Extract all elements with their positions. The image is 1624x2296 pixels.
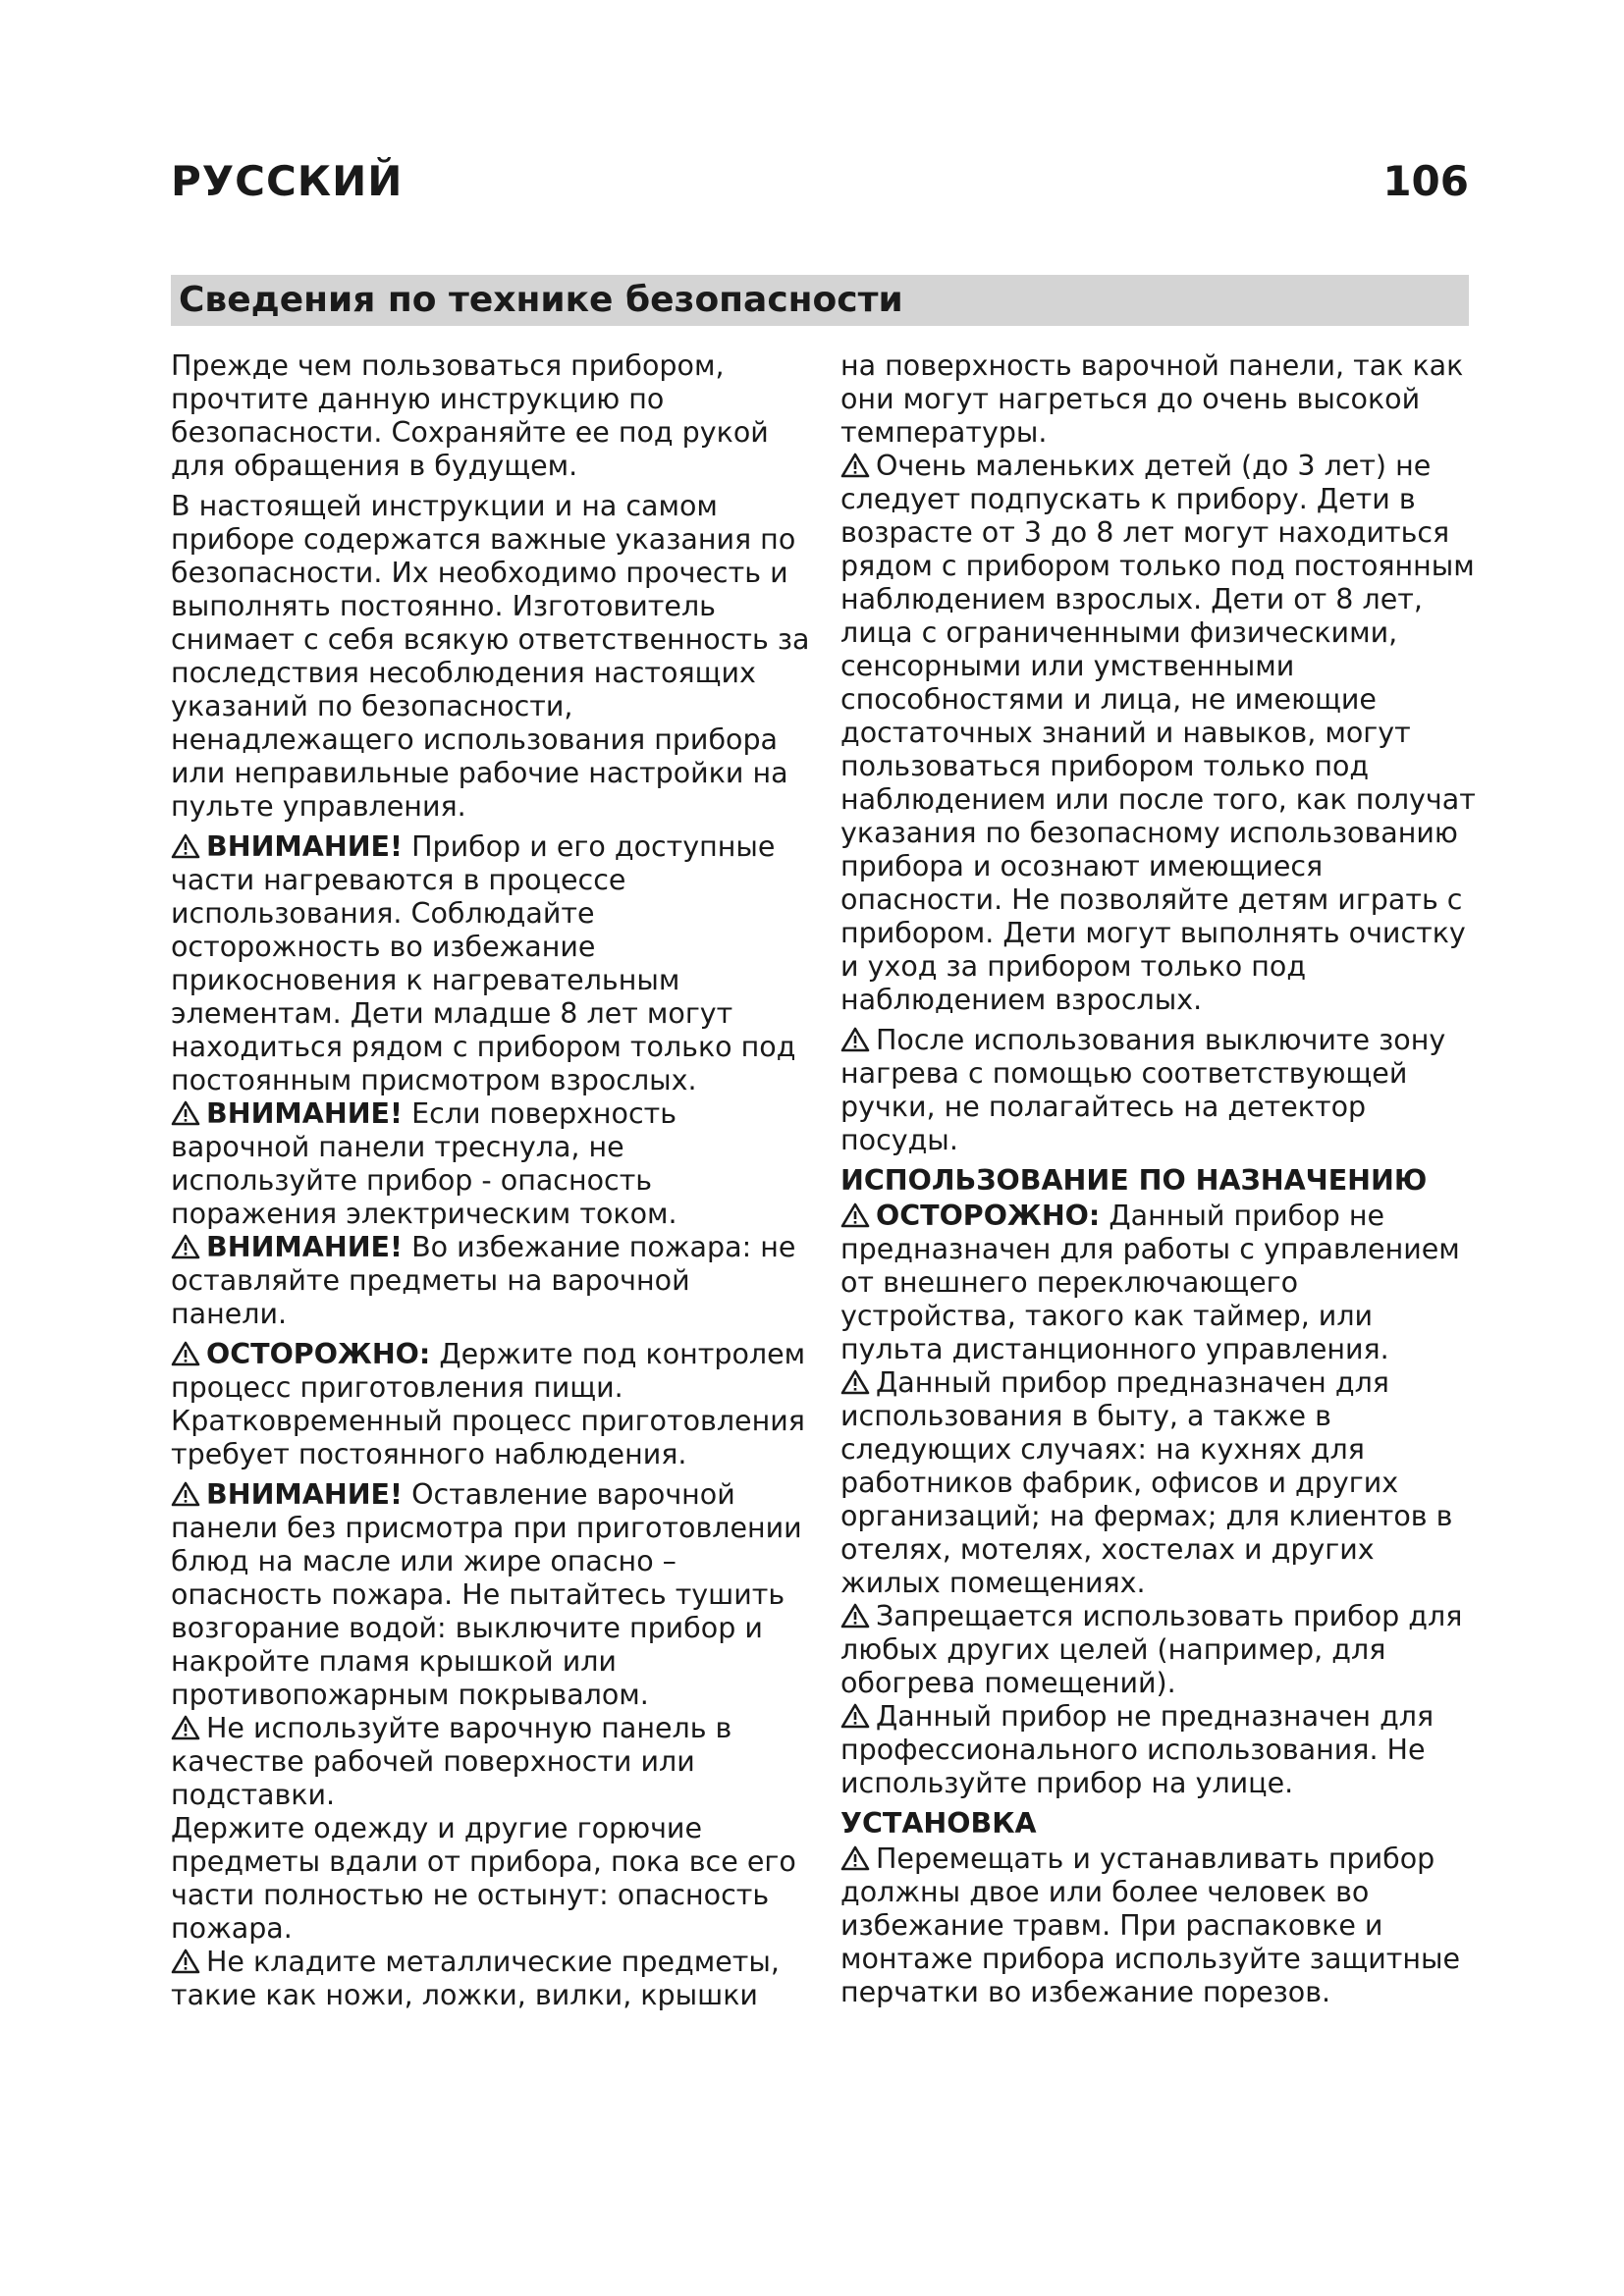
intended-use-heading: ИСПОЛЬЗОВАНИЕ ПО НАЗНАЧЕНИЮ (840, 1164, 1428, 1197)
warning-triangle-icon (171, 1715, 200, 1740)
caution-text: Данный прибор не предназначен для работы с управлением от внешнего переключающего устройства, такого как таймер, или пульта дистанционного управления. (840, 1200, 1460, 1365)
warning-hot-parts (171, 830, 811, 1097)
warning-text: Перемещать и устанавливать прибор должны двое или более человек во избежание травм. При распаковке и монтаже прибора используйте защитные перчатки во избежание порезов. (840, 1842, 1461, 2008)
warning-text: Не используйте варочную панель в качестве рабочей поверхности или подставки. (171, 1712, 732, 1811)
warning-children (840, 450, 1481, 1017)
section-title-bar (171, 275, 1469, 326)
caution-label: ОСТОРОЖНО: (876, 1200, 1101, 1232)
responsibility-paragraph: В настоящей инструкции и на самом приборе содержатся важные указания по безопасности. Их необходимо прочесть и выполнять постоянно. Изготовитель снимает с себя всякую ответственность за последствия несоблюдения настоящих указаний по безопасности, ненадлежащего использования прибора или неправильные рабочие настройки на пульте управления. (171, 490, 810, 823)
warning-cracked-surface (171, 1097, 811, 1231)
warning-text: Прибор и его доступные части нагреваются в процессе использования. Соблюдайте осторожность во избежание прикосновения к нагревательным элементам. Дети младше 8 лет могут находиться рядом с прибором только под постоянным присмотром взрослых. (171, 830, 796, 1096)
warning-triangle-icon (840, 1845, 870, 1871)
warning-label: ВНИМАНИЕ! (206, 830, 404, 863)
warning-text: Не кладите металлические предметы, такие как ножи, ложки, вилки, крышки (171, 1946, 780, 2011)
warning-installation (840, 1842, 1481, 2009)
warning-text: Очень маленьких детей (до 3 лет) не следует подпускать к прибору. Дети в возрасте от 3 до 8 лет могут находиться рядом с прибором только под постоянным наблюдением взрослых. Дети от 8 лет, лица с ограниченными физическими, сенсорными или умственными способностями и лица, не имеющие достаточных знаний и навыков, могут пользоваться прибором только под наблюдением или после того, как получат указания по безопасному использованию прибора и осознают имеющиеся опасности. Не позволяйте детям играть с прибором. Дети могут выполнять очистку и уход за прибором только под наблюдением взрослых. (840, 450, 1476, 1016)
warning-triangle-icon (171, 1234, 200, 1259)
right-column (840, 349, 1481, 2009)
warning-switch-off-zone (840, 1024, 1481, 1157)
installation-heading: УСТАНОВКА (840, 1807, 1037, 1840)
page-number: 106 (1382, 157, 1469, 205)
warning-not-work-surface (171, 1712, 811, 1812)
flammable-items-paragraph: Держите одежду и другие горючие предметы вдали от прибора, пока все его части полностью не остынут: опасность пожара. (171, 1812, 796, 1945)
warning-oil-fire (171, 1478, 811, 1712)
warning-text: Если поверхность варочной панели треснула, не используйте прибор - опасность поражения электрическим током. (171, 1097, 677, 1230)
warning-triangle-icon (840, 1603, 870, 1629)
warning-text: Оставление варочной панели без присмотра при приготовлении блюд на масле или жире опасно – опасность пожара. Не пытайтесь тушить возгорание водой: выключите прибор и накройте пламя крышкой или противопожарным покрывалом. (171, 1478, 802, 1711)
warning-label: ВНИМАНИЕ! (206, 1097, 404, 1130)
warning-triangle-icon (840, 1202, 870, 1228)
warning-triangle-icon (840, 1703, 870, 1729)
intro-paragraph: Прежде чем пользоваться прибором, прочтите данную инструкцию по безопасности. Сохраняйте ее под рукой для обращения в будущем. (171, 349, 769, 482)
warning-triangle-icon (840, 453, 870, 478)
warning-professional-use (840, 1700, 1481, 1800)
warning-label: ВНИМАНИЕ! (206, 1478, 404, 1511)
warning-text: После использования выключите зону нагрева с помощью соответствующей ручки, не полагайтесь на детектор посуды. (840, 1024, 1446, 1156)
warning-text: Запрещается использовать прибор для любых других целей (например, для обогрева помещений). (840, 1600, 1463, 1699)
caution-label: ОСТОРОЖНО: (206, 1338, 431, 1370)
page-header (171, 157, 1469, 216)
warning-fire-objects (171, 1231, 811, 1331)
warning-triangle-icon (171, 1481, 200, 1507)
warning-text: Данный прибор не предназначен для профессионального использования. Не используйте прибор на улице. (840, 1700, 1435, 1799)
caution-cooking-control (171, 1338, 811, 1471)
warning-triangle-icon (171, 1949, 200, 1974)
warning-metal-objects (171, 1946, 811, 2012)
warning-triangle-icon (840, 1027, 870, 1052)
warning-household-use (840, 1366, 1481, 1600)
caution-external-control (840, 1200, 1481, 1366)
language-label: РУССКИЙ (171, 157, 404, 205)
warning-triangle-icon (840, 1369, 870, 1395)
warning-text: Во избежание пожара: не оставляйте предметы на варочной панели. (171, 1231, 796, 1330)
warning-triangle-icon (171, 833, 200, 859)
warning-other-purposes (840, 1600, 1481, 1700)
warning-triangle-icon (171, 1341, 200, 1366)
warning-label: ВНИМАНИЕ! (206, 1231, 404, 1263)
warning-triangle-icon (171, 1100, 200, 1126)
warning-text: Данный прибор предназначен для использования в быту, а также в следующих случаях: на кухнях для работников фабрик, офисов и других организаций; на фермах; для клиентов в отелях, мотелях, хостелах и других жилых помещениях. (840, 1366, 1453, 1599)
left-column (171, 349, 811, 2012)
metal-objects-continuation: на поверхность варочной панели, так как они могут нагреться до очень высокой температуры. (840, 349, 1464, 449)
section-title: Сведения по технике безопасности (179, 280, 903, 320)
caution-text: Держите под контролем процесс приготовления пищи. Кратковременный процесс приготовления требует постоянного наблюдения. (171, 1338, 806, 1470)
